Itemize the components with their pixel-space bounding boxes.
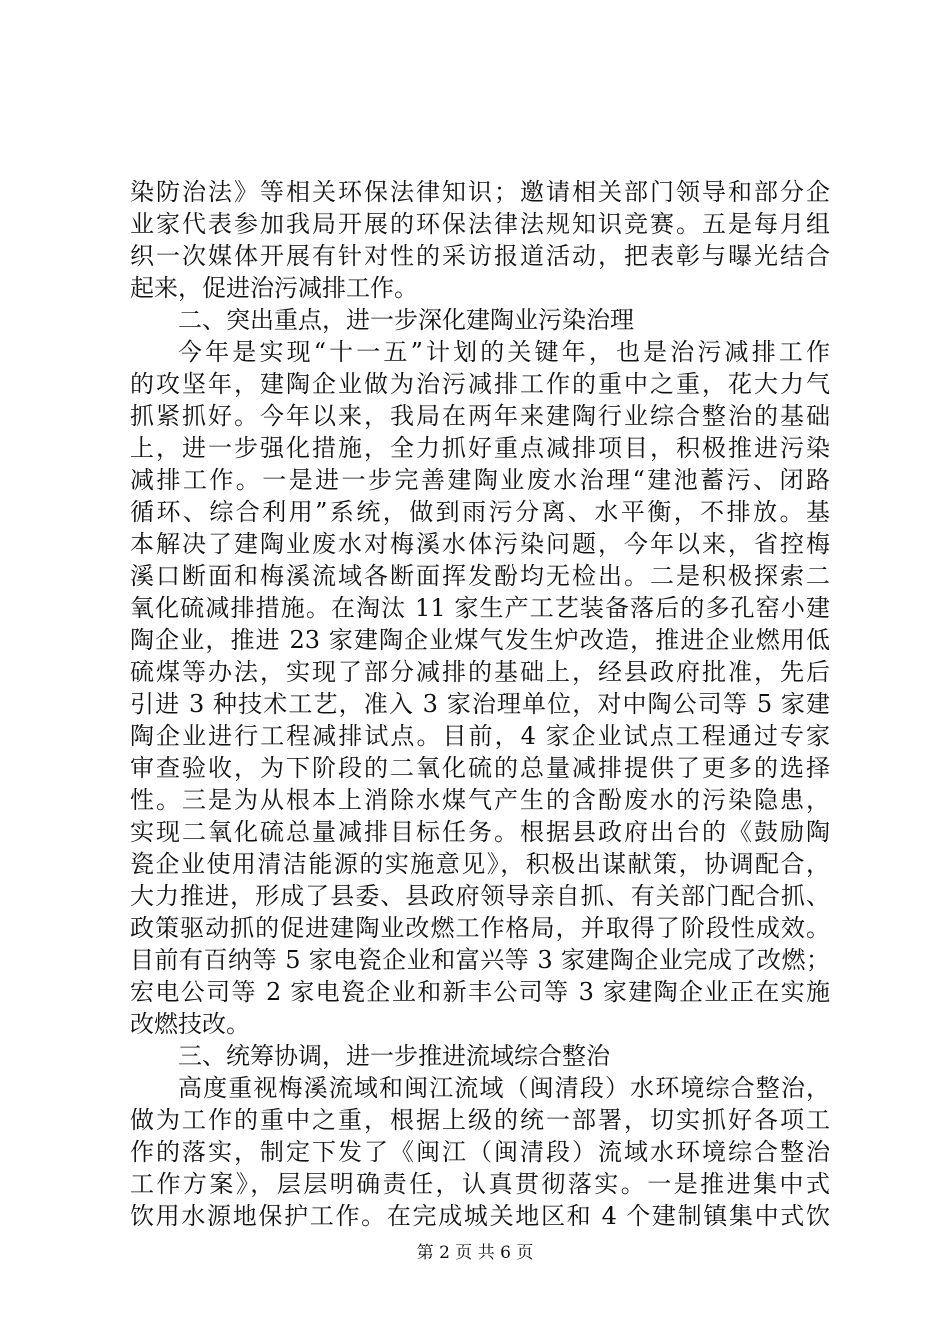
text-line: 抓紧抓好。今年以来，我局在两年来建陶行业综合整治的基础	[130, 402, 830, 430]
text-line: 上，进一步强化措施，全力抓好重点减排项目，积极推进污染	[130, 434, 830, 462]
text-line: 做为工作的重中之重，根据上级的统一部署，切实抓好各项工	[130, 1106, 830, 1134]
text-line: 实现二氧化硫总量减排目标任务。根据县政府出台的《鼓励陶	[130, 818, 830, 846]
text-line: 目前有百纳等 5 家电瓷企业和富兴等 3 家建陶企业完成了改燃；	[130, 946, 830, 974]
text-line: 作的落实，制定下发了《闽江（闽清段）流域水环境综合整治	[130, 1138, 830, 1166]
text-line: 工作方案》，层层明确责任，认真贯彻落实。一是推进集中式	[130, 1170, 830, 1198]
text-line: 瓷企业使用清洁能源的实施意见》，积极出谋献策，协调配合，	[130, 850, 830, 878]
document-body	[130, 176, 830, 1232]
text-line: 引进 3 种技术工艺，准入 3 家治理单位，对中陶公司等 5 家建	[130, 690, 830, 718]
text-line: 溪口断面和梅溪流域各断面挥发酚均无检出。二是积极探索二	[130, 562, 830, 590]
text-line: 减排工作。一是进一步完善建陶业废水治理“建池蓄污、闭路	[130, 466, 830, 494]
text-line: 今年是实现“十一五”计划的关键年，也是治污减排工作	[178, 338, 830, 366]
text-line: 业家代表参加我局开展的环保法律法规知识竞赛。五是每月组	[130, 210, 830, 238]
text-line: 审查验收，为下阶段的二氧化硫的总量减排提供了更多的选择	[130, 754, 830, 782]
text-line: 织一次媒体开展有针对性的采访报道活动，把表彰与曝光结合	[130, 242, 830, 270]
text-line: 改燃技改。	[130, 1010, 250, 1038]
text-line: 氧化硫减排措施。在淘汰 11 家生产工艺装备落后的多孔窑小建	[130, 594, 830, 622]
text-line: 起来，促进治污减排工作。	[130, 274, 418, 302]
page-footer: 第 2 页 共 6 页	[416, 1243, 534, 1263]
text-line: 的攻坚年，建陶企业做为治污减排工作的重中之重，花大力气	[130, 370, 830, 398]
text-line: 陶企业，推进 23 家建陶企业煤气发生炉改造，推进企业燃用低	[130, 626, 830, 654]
text-line: 染防治法》等相关环保法律知识；邀请相关部门领导和部分企	[130, 178, 830, 206]
text-line: 本解决了建陶业废水对梅溪水体污染问题，今年以来，省控梅	[130, 530, 830, 558]
text-line: 高度重视梅溪流域和闽江流域（闽清段）水环境综合整治，	[178, 1074, 830, 1102]
section-heading: 三、统筹协调，进一步推进流域综合整治	[178, 1042, 610, 1070]
text-line: 循环、综合利用”系统，做到雨污分离、水平衡，不排放。基	[130, 498, 830, 526]
text-line: 性。三是为从根本上消除水煤气产生的含酚废水的污染隐患，	[130, 786, 830, 814]
text-line: 饮用水源地保护工作。在完成城关地区和 4 个建制镇集中式饮	[130, 1202, 830, 1230]
text-line: 政策驱动抓的促进建陶业改燃工作格局，并取得了阶段性成效。	[130, 914, 830, 942]
text-line: 大力推进，形成了县委、县政府领导亲自抓、有关部门配合抓、	[130, 882, 830, 910]
section-heading: 二、突出重点，进一步深化建陶业污染治理	[178, 306, 634, 334]
text-line: 宏电公司等 2 家电瓷企业和新丰公司等 3 家建陶企业正在实施	[130, 978, 830, 1006]
text-line: 陶企业进行工程减排试点。目前，4 家企业试点工程通过专家	[130, 722, 830, 750]
text-line: 硫煤等办法，实现了部分减排的基础上，经县政府批准，先后	[130, 658, 830, 686]
